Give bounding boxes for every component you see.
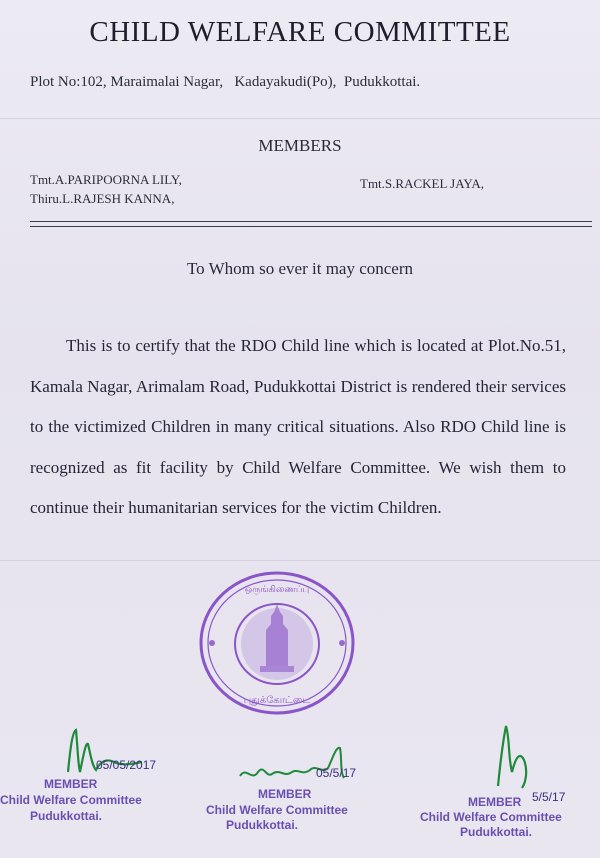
member-stamp-label: MEMBER — [44, 777, 98, 791]
member-stamp-org: Child Welfare Committee — [206, 803, 348, 817]
certificate-text: This is to certify that the RDO Child line which is located at Plot.No.51, Kamala Nagar, Arimalam Road, Pudukkottai District is rendered their services to the victimized Children in many critical situations. Also RDO Child line is recognized as fit facility by Child Welfare Committee. We wish them to continue their humanitarian services for the victim Children. — [30, 336, 566, 518]
document-title: CHILD WELFARE COMMITTEE — [89, 16, 511, 48]
member-stamp-place: Pudukkottai. — [460, 825, 533, 839]
member-stamp-label: MEMBER — [258, 787, 312, 801]
member-name: Thiru.L.RAJESH KANNA, — [30, 191, 175, 206]
signature-date: 5/5/17 — [532, 790, 566, 804]
handwritten-signature — [236, 738, 386, 788]
member-stamp-org: Child Welfare Committee — [420, 810, 562, 824]
member-stamp-place: Pudukkottai. — [30, 809, 103, 823]
signature-date: 05/05/2017 — [96, 758, 157, 772]
handwritten-signature — [62, 722, 182, 782]
committee-address: Plot No:102, Maraimalai Nagar, Kadayakudi(Po), Pudukkottai. — [30, 74, 421, 90]
divider-line — [30, 221, 592, 222]
salutation: To Whom so ever it may concern — [186, 259, 414, 278]
divider-line — [30, 226, 592, 227]
member-stamp-place: Pudukkottai. — [226, 818, 299, 832]
members-heading: MEMBERS — [258, 136, 342, 155]
seal-top-text: ஒருங்கிணைப்பு — [244, 585, 310, 595]
signature-date: 05/5/17 — [316, 766, 357, 780]
handwritten-signature — [488, 716, 548, 796]
member-stamp-org: Child Welfare Committee — [0, 793, 142, 807]
paper-fold-line — [0, 560, 600, 561]
member-name: Tmt.A.PARIPOORNA LILY, — [30, 172, 182, 187]
seal-bottom-text: புதுக்கோட்டை — [243, 695, 311, 706]
paper-fold-line — [0, 118, 600, 119]
certificate-body — [30, 326, 566, 529]
member-stamp-label: MEMBER — [468, 795, 522, 809]
committee-seal — [196, 568, 358, 718]
member-name: Tmt.S.RACKEL JAYA, — [360, 176, 485, 191]
